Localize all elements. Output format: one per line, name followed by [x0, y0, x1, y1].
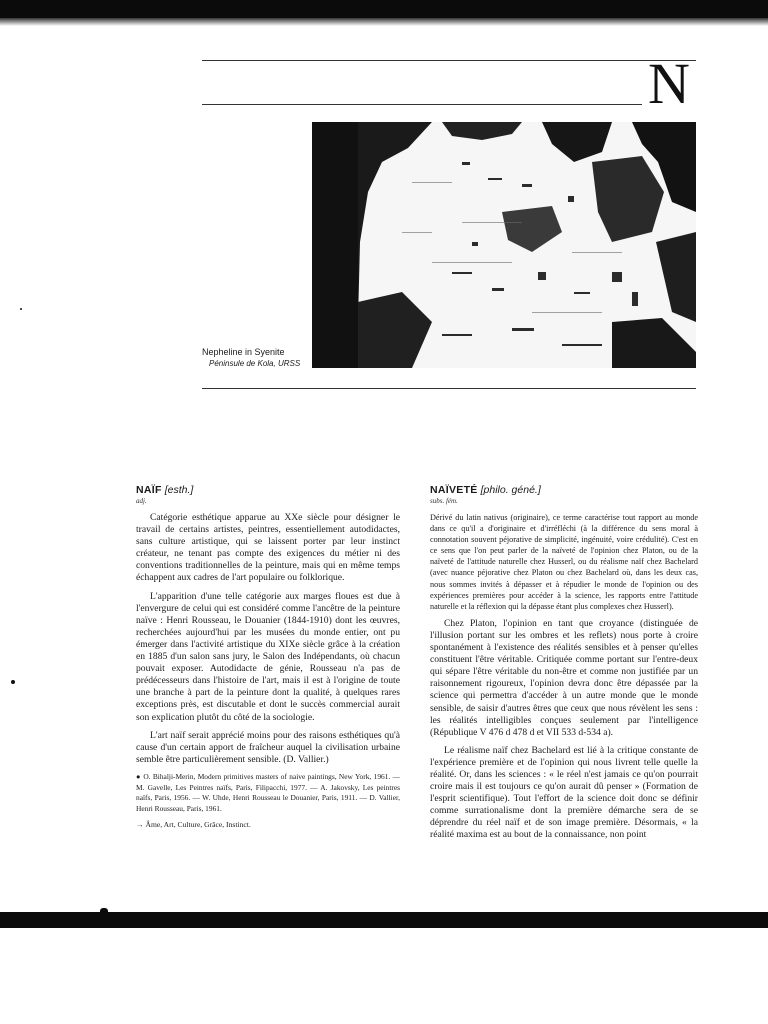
entry-heading — [430, 484, 698, 497]
see-also: → Âme, Art, Culture, Grâce, Instinct. — [136, 820, 251, 830]
figure-rule — [202, 388, 696, 389]
etymology-paragraph: Dérivé du latin nativus (originaire), ce terme caractérise tout rapport au monde dans ce qu'il a d'originaire et d'irréfléchi (à la différence du sens moral à connotation souvent péjorative de simplicité, ingénuité, voire crédulité). C'est en ce sens que l'on peut parler de la naïveté de l'opinion chez Platon, ou de la naïveté de l'attitude naturelle chez Husserl, ou du réalisme naïf chez Bachelard (avec nuance péjorative chez Platon ou chez Bachelard où, dans les deux cas, nous sommes invités à dépasser et à répudier le monde de l'opinion ou des expériences premières pour accéder à la science, les rapports entre l'attitude naturelle et la réflexion qui la dépasse étant plus complexes chez Husserl). — [430, 513, 698, 611]
scan-border-top — [0, 0, 768, 22]
scan-bar — [0, 912, 768, 928]
mineral-photograph — [312, 122, 696, 368]
entry-body — [136, 512, 400, 766]
section-letter: N — [648, 51, 690, 116]
paragraph: Catégorie esthétique apparue au XXe siècle pour désigner le travail de certains artistes, peintres, essentiellement autodidactes, sans culture artistique, qui se laissent porter par leur instinct créateur, ne tenant pas compte des exigences du métier ni des conventions traditionnelles de la peinture, mais qui en même temps échappent aux cadres de l'art populaire ou folklorique. — [136, 512, 400, 584]
entry-naif — [136, 484, 400, 830]
paragraph: Chez Platon, l'opinion en tant que croyance (distinguée de l'illusion portant sur les ombres et les reflets) nous porte à croire spontanément à l'existence des réalités sensibles et à penser qu'elles constituent l'être véritable. Critiquée comme portant sur l'entre-deux qui sépare l'être véritable du non-être et comme non justifiée par un raisonnement rigoureux, l'opinion devra donc être dépassée par la science qui permettra d'accéder à un autre monde que le monde sensible, de saisir d'autres êtres que ceux que nous révèlent les sens : les réalités intelligibles conçues seulement par l'intelligence (République V 476 d 478 d et VII 533 d-534 a). — [430, 617, 698, 738]
domain-label: [esth.] — [164, 484, 194, 496]
caption-title: Nepheline in Syenite — [202, 347, 285, 357]
headword: NAÏF — [136, 484, 162, 496]
grammar-label: adj. — [136, 497, 147, 505]
paragraph: Le réalisme naïf chez Bachelard est lié à la critique constante de l'expérience première et de l'opinion qui nous livrent telle quelle la réalité. Or, dans les sciences : « le réel n'est jamais ce qu'on pourrait croire mais il est toujours ce qu'on aurait dû penser » (Formation de l'esprit scientifique). Tout l'effort de la science doit donc se définir comme surrationalisme dont la première démarche sera de se déprendre du réel naïf et de son image première. Désormais, « la réalité maxima est au bout de la connaissance, non point — [430, 744, 698, 841]
entry-heading — [136, 484, 400, 497]
domain-label: [philo. géné.] — [480, 484, 541, 496]
scan-border-bottom — [0, 908, 768, 1024]
paragraph: L'apparition d'une telle catégorie aux marges floues est due à l'envergure de celui qui est considéré comme l'ancêtre de la peinture naïve : Henri Rousseau, le Douanier (1844-1910) dont les œuvres, recherchées aujourd'hui par les musées du monde entier, ont pu émerger dans l'activité artistique du XIXe siècle grâce à la création en 1885 d'un salon sans jury, le Salon des Indépendants, où chacun pouvait exposer. Autodidacte de génie, Rousseau n'a pas de prédécesseurs dans l'histoire de l'art, mais il est à l'origine de toute une branche à part de la peinture dont la qualité, à quelques rares exceptions près, est discutable et dont le succès commercial aurait son explication plutôt du côté de la sociologie. — [136, 590, 400, 723]
caption-location: Péninsule de Kola, URSS — [209, 359, 301, 368]
bibliography-text: ● O. Bihalji-Merin, Modern primitives masters of naive paintings, New York, 1961. — M. Gavelle, Les Peintres naïfs, Paris, Filipacchi, 1977. — A. Jakovsky, Les peintres naïfs, Paris, 1956. — W. Uhde, Henri Rousseau le Douanier, Paris, 1911. — D. Vallier, Henri Rousseau, Paris, 1961. — [136, 771, 400, 814]
grammar-label: subs. fém. — [430, 497, 458, 505]
scan-speck — [100, 908, 108, 924]
headword: NAÏVETÉ — [430, 484, 478, 496]
bibliography — [136, 772, 400, 815]
paragraph: L'art naïf serait apprécié moins pour des raisons esthétiques qu'à cause d'un certain apport de fraîcheur auquel la civilisation urbaine semble être particulièrement sensible. (D. Vallier.) — [136, 729, 400, 765]
scan-speck — [11, 680, 15, 684]
scan-speck — [20, 308, 22, 310]
header-rule-top — [202, 60, 696, 61]
header-rule-bottom — [202, 104, 642, 105]
entry-naivete — [430, 484, 698, 848]
figure-caption — [202, 346, 312, 370]
entry-body — [430, 512, 698, 842]
